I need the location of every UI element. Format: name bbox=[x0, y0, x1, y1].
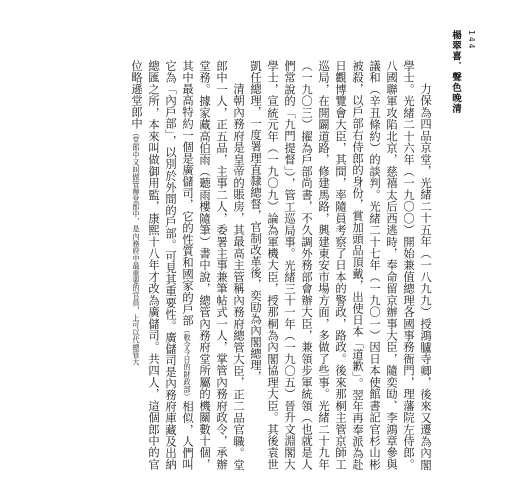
paragraph-text: 相似，人們叫它為「內戶部」，以別於外間的戶部。可見其重要性。廣儲司是內務府庫藏及出納總匯之所，本來叫做御用監，康熙十八年才改為廣儲司。共四人，這個郎中的官位略遜堂郎中 bbox=[130, 60, 194, 470]
inline-note: （敕令今日的財政部） bbox=[183, 326, 192, 401]
body-text bbox=[104, 60, 434, 470]
paragraph bbox=[128, 60, 247, 470]
inline-note: （堂郎中又叫做管辦堂郎中，是內務府中最重要的官員，上可以代總管大 bbox=[132, 129, 141, 366]
paragraph bbox=[247, 60, 434, 470]
running-header: 楊翠喜．聲色晚清 bbox=[450, 30, 461, 114]
page-number: 144 bbox=[467, 30, 476, 51]
paragraph-text: 力保為四品京堂，光緒二十五年（一八九九）授鴻臚寺卿，後來又遷為內閣學士。光緒二十六年（一九〇〇）開始兼值總理各國事務衙門，理藩院左侍郎。八國聯軍攻陷北京，慈禧太后西逃時，奉命留京辦事大臣，隨奕劻、李鴻章參與議和（辛丑條約）的談判。光緒二十七年（一九〇一）因日本使館書記官杉山彬被殺，以戶部右侍郎的身份，賞加頭品頂戴，出使日本「道歉」。翌年再奉派為赴日觀博覽會大臣，其間，率隨員考察了日本的警政，路政。後來那桐主管京師工巡局，在開闢道路，修建馬路，興建東安市場方面，多做了些事。光緒二十九年（一九〇三）擢為戶部尚書，不久調外務部會辦大臣，兼領步軍統領（也就是人們常說的「九門提督」），管工巡局事。光緒三十一年（一九〇五）晉升文淵閣大學士，宣統元年（一九〇九）論為軍機大臣，授那桐為內閣協理大臣。其後袁世凱任總理，一度署理直隸總督，官制改革後，奕劻為內閣總理， bbox=[249, 60, 432, 470]
paragraph-text: 清朝內務府是皇帝的賬房，其最高主管稱內務府總管大臣，正二品官職。堂郎中一人，正五品，主事二人，委署主事兼筆帖式一人，掌管內務府政令，承辦堂務。據家藏高伯雨（聽雨樓隨筆）書中說，總管內務府堂所屬的機關數十個，其中最高特約一個是廣儲司，它的性質和國家的戶部 bbox=[181, 60, 245, 470]
